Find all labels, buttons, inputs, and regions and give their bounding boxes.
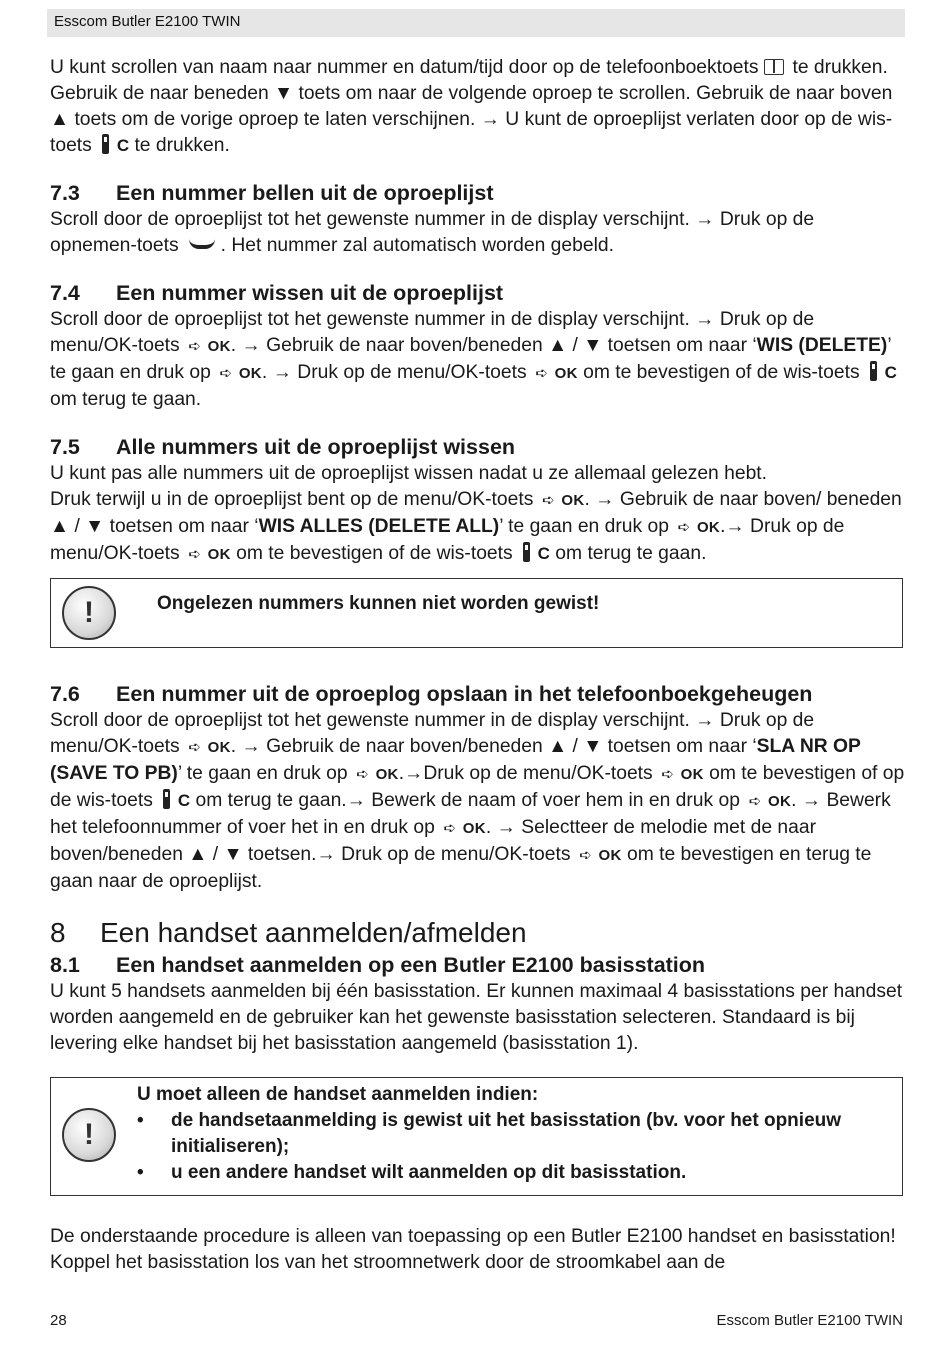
section-body: Scroll door de oproeplijst tot het gewenste nummer in de display verschijnt. → Druk op de opnemen-toets . Het nummer zal automatisch worden gebeld. [50, 209, 815, 256]
section-heading: 8.1 Een handset aanmelden op een Butler E2100 basisstation [50, 953, 706, 977]
section-body: U kunt pas alle nummers uit de oproeplijst wissen nadat u ze allemaal gelezen hebt. Druk terwijl u in de oproeplijst bent op de menu/OK-toets ➪ OK. → Gebruik de naar boven/ beneden ▲ / ▼ toetsen om naar ‘WIS ALLES (DELETE ALL)’ te gaan en druk op ➪ OK.→ Druk op de menu/OK-toets ➪ OK om te bevestigen of de wis-toets C om terug te gaan. [50, 461, 905, 568]
menu-ok-key-icon: ➪ [579, 847, 592, 864]
notice-content [137, 1082, 877, 1186]
menu-ok-key-icon: ➪ [677, 519, 691, 536]
running-header [47, 9, 905, 37]
menu-ok-key-icon: ➪ [661, 766, 674, 783]
section-heading: 7.4 Een nummer wissen uit de oproeplijst [50, 281, 504, 305]
footer-title: Esscom Butler E2100 TWIN [716, 1312, 903, 1329]
chapter-heading: 8 Een handset aanmelden/afmelden [50, 917, 527, 948]
warning-notice [50, 578, 903, 648]
menu-ok-key-icon: ➪ [188, 546, 201, 563]
clear-key-icon [523, 542, 530, 562]
intro-paragraph: U kunt scrollen van naam naar nummer en datum/tijd door op de telefoonboektoets te drukken. Gebruik de naar beneden ▼ toets om naar de volgende oproep te scrollen. Gebruik de naar boven ▲ toets om de vorige oproep te laten verschijnen. → U kunt de oproeplijst verlaten door op de wis-toets C te drukken. [50, 57, 893, 156]
notice-heading: U moet alleen de handset aanmelden indien: [137, 1084, 539, 1105]
menu-ok-key-icon: ➪ [356, 766, 369, 783]
section-body: Scroll door de oproeplijst tot het gewenste nummer in de display verschijnt. → Druk op de menu/OK-toets ➪ OK. → Gebruik de naar boven/beneden ▲ / ▼ toetsen om naar ‘SLA NR OP (SAVE TO PB)’ te gaan en druk op ➪ OK.→Druk op de menu/OK-toets ➪ OK om te bevestigen of op de wis-toets C om terug te gaan.→ Bewerk de naam of voer hem in en druk op ➪ OK. → Bewerk het telefoonnummer of voer het in en druk op ➪ OK. → Selectteer de melodie met de naar boven/beneden ▲ / ▼ toetsen.→ Druk op de menu/OK-toets ➪ OK om te bevestigen en terug te gaan naar de oproeplijst. [50, 710, 905, 892]
menu-ok-key-icon: ➪ [542, 492, 555, 509]
notice-list [137, 1108, 877, 1186]
section-heading: 7.5 Alle nummers uit de oproeplijst wissen [50, 435, 516, 459]
info-notice [50, 1077, 903, 1196]
exclamation-icon: ! [62, 586, 116, 640]
list-item: • de handsetaanmelding is gewist uit het basisstation (bv. voor het opnieuw initialiseren); [137, 1110, 842, 1157]
closing-paragraph: De onderstaande procedure is alleen van toepassing op een Butler E2100 handset en basisstation! Koppel het basisstation los van het stroomnetwerk door de stroomkabel aan de [50, 1226, 896, 1273]
page-number: 28 [50, 1312, 67, 1329]
menu-ok-key-icon: ➪ [219, 365, 233, 382]
section-7-3 [50, 179, 905, 259]
section-7-4 [50, 279, 905, 413]
clear-key-icon [102, 134, 109, 154]
list-item: • u een andere handset wilt aanmelden op dit basisstation. [137, 1162, 687, 1183]
chapter-8 [50, 915, 905, 1057]
exclamation-icon: ! [62, 1108, 116, 1162]
section-7-6 [50, 680, 905, 895]
section-body: Scroll door de oproeplijst tot het gewenste nummer in de display verschijnt. → Druk op de menu/OK-toets ➪ OK. → Gebruik de naar boven/beneden ▲ / ▼ toetsen om naar ‘WIS (DELETE)’ te gaan en druk op ➪ OK. → Druk op de menu/OK-toets ➪ OK om te bevestigen of de wis-toets C om terug te gaan. [50, 309, 897, 410]
section-heading: 7.3 Een nummer bellen uit de oproeplijst [50, 181, 494, 205]
phonebook-icon [764, 59, 784, 75]
talk-key-icon [189, 239, 215, 249]
menu-ok-key-icon: ➪ [748, 793, 762, 810]
clear-key-icon [163, 789, 170, 809]
notice-text: Ongelezen nummers kunnen niet worden gewist! [157, 593, 600, 614]
menu-ok-key-icon: ➪ [535, 365, 548, 382]
section-body: U kunt 5 handsets aanmelden bij één basisstation. Er kunnen maximaal 4 basisstations per handset worden aangemeld en de gebruiker kan het gewenste basisstation selecteren. Standaard is bij levering elke handset bij het basisstation aangemeld (basisstation 1). [50, 981, 903, 1054]
clear-key-icon [870, 361, 877, 381]
page-content [50, 55, 905, 1276]
menu-ok-key-icon: ➪ [188, 338, 201, 355]
menu-ok-key-icon: ➪ [443, 820, 457, 837]
header-title: Esscom Butler E2100 TWIN [54, 13, 241, 30]
menu-ok-key-icon: ➪ [188, 739, 201, 756]
section-heading: 7.6 Een nummer uit de oproeplog opslaan in het telefoonboekgeheugen [50, 682, 813, 706]
section-7-5 [50, 433, 905, 568]
